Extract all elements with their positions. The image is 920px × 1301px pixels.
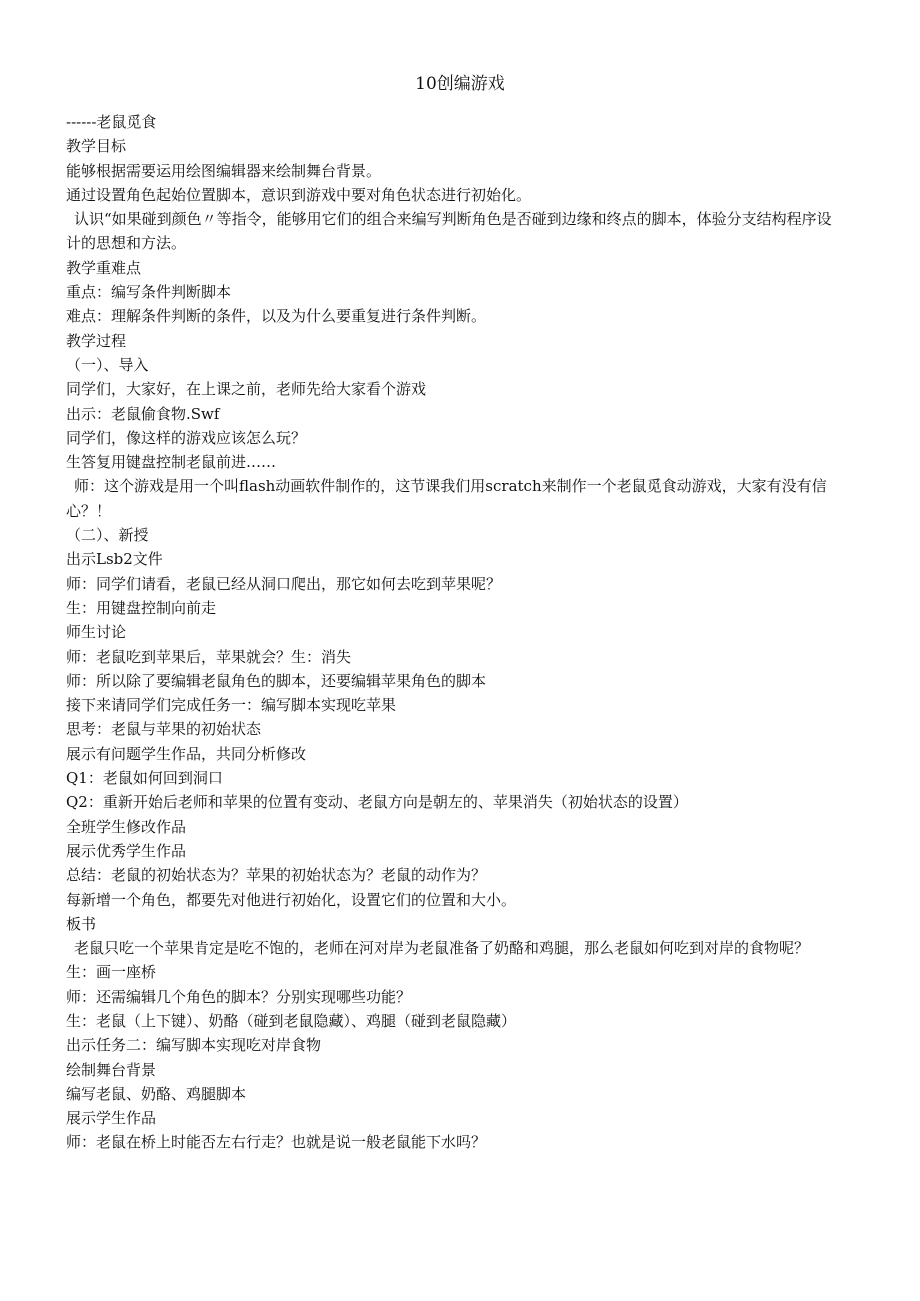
paragraph: 板书 [66,914,97,933]
paragraph: 师：老鼠在桥上时能否左右行走？也就是说一般老鼠能下水吗？ [66,1133,487,1152]
document-body [66,110,846,1155]
paragraph: 难点：理解条件判断的条件，以及为什么要重复进行条件判断。 [66,307,487,326]
paragraph: 认识“如果碰到颜色〃等指令，能够用它们的组合来编写判断角色是否碰到边缘和终点的脚本，体验分支结构程序设计的思想和方法。 [66,210,832,253]
paragraph: 师：这个游戏是用一个叫flash动画软件制作的，这节课我们用scratch来制作一个老鼠觅食动游戏，大家有没有信心？！ [66,477,827,520]
section-heading: 教学重难点 [66,258,142,277]
paragraph: 同学们，大家好，在上课之前，老师先给大家看个游戏 [66,380,427,399]
paragraph: 编写老鼠、奶酪、鸡腿脚本 [66,1084,247,1103]
paragraph: 师：同学们请看，老鼠已经从洞口爬出，那它如何去吃到苹果呢？ [66,574,502,593]
paragraph: 师生讨论 [66,623,127,642]
paragraph: 展示学生作品 [66,1109,157,1128]
paragraph: 出示Lsb2文件 [66,550,163,569]
paragraph: 出示任务二：编写脚本实现吃对岸食物 [66,1036,322,1055]
paragraph: 全班学生修改作品 [66,817,187,836]
paragraph: 通过设置角色起始位置脚本，意识到游戏中要对角色状态进行初始化。 [66,185,532,204]
paragraph: Q1：老鼠如何回到洞口 [66,769,223,788]
section-heading: 教学过程 [66,331,127,350]
paragraph: 生答复用键盘控制老鼠前进…… [66,453,277,472]
subtitle-line: ------老鼠觅食 [66,113,157,131]
paragraph: 接下来请同学们完成任务一：编写脚本实现吃苹果 [66,696,397,715]
paragraph: 能够根据需要运用绘图编辑器来绘制舞台背景。 [66,161,382,180]
paragraph: 展示有问题学生作品，共同分析修改 [66,744,307,763]
paragraph: 总结：老鼠的初始状态为？苹果的初始状态为？老鼠的动作为？ [66,866,487,885]
paragraph: 思考：老鼠与苹果的初始状态 [66,720,262,739]
paragraph: 老鼠只吃一个苹果肯定是吃不饱的，老师在河对岸为老鼠准备了奶酪和鸡腿，那么老鼠如何吃到对岸的食物呢？ [74,939,810,958]
section-heading: 教学目标 [66,137,127,156]
document-title: 10创编游戏 [415,74,505,94]
paragraph: 生：老鼠（上下键）、奶酪（碰到老鼠隐藏）、鸡腿（碰到老鼠隐藏） [66,1011,517,1030]
paragraph: 出示：老鼠偷食物.Swf [66,404,220,423]
paragraph: Q2：重新开始后老师和苹果的位置有变动、老鼠方向是朝左的、苹果消失（初始状态的设置） [66,793,688,812]
paragraph: 师：老鼠吃到苹果后，苹果就会？生：消失 [66,647,352,666]
paragraph: 师：所以除了要编辑老鼠角色的脚本，还要编辑苹果角色的脚本 [66,671,487,690]
paragraph: 绘制舞台背景 [66,1060,157,1079]
subsection-heading: （一）、导入 [66,355,149,374]
subsection-heading: （二）、新授 [66,526,149,545]
paragraph: 重点：编写条件判断脚本 [66,283,232,302]
paragraph: 每新增一个角色，都要先对他进行初始化，设置它们的位置和大小。 [66,890,517,909]
paragraph: 生：用键盘控制向前走 [66,598,217,617]
paragraph: 师：还需编辑几个角色的脚本？分别实现哪些功能？ [66,987,412,1006]
paragraph: 展示优秀学生作品 [66,841,187,860]
paragraph: 生：画一座桥 [66,963,157,982]
paragraph: 同学们，像这样的游戏应该怎么玩？ [66,428,307,447]
